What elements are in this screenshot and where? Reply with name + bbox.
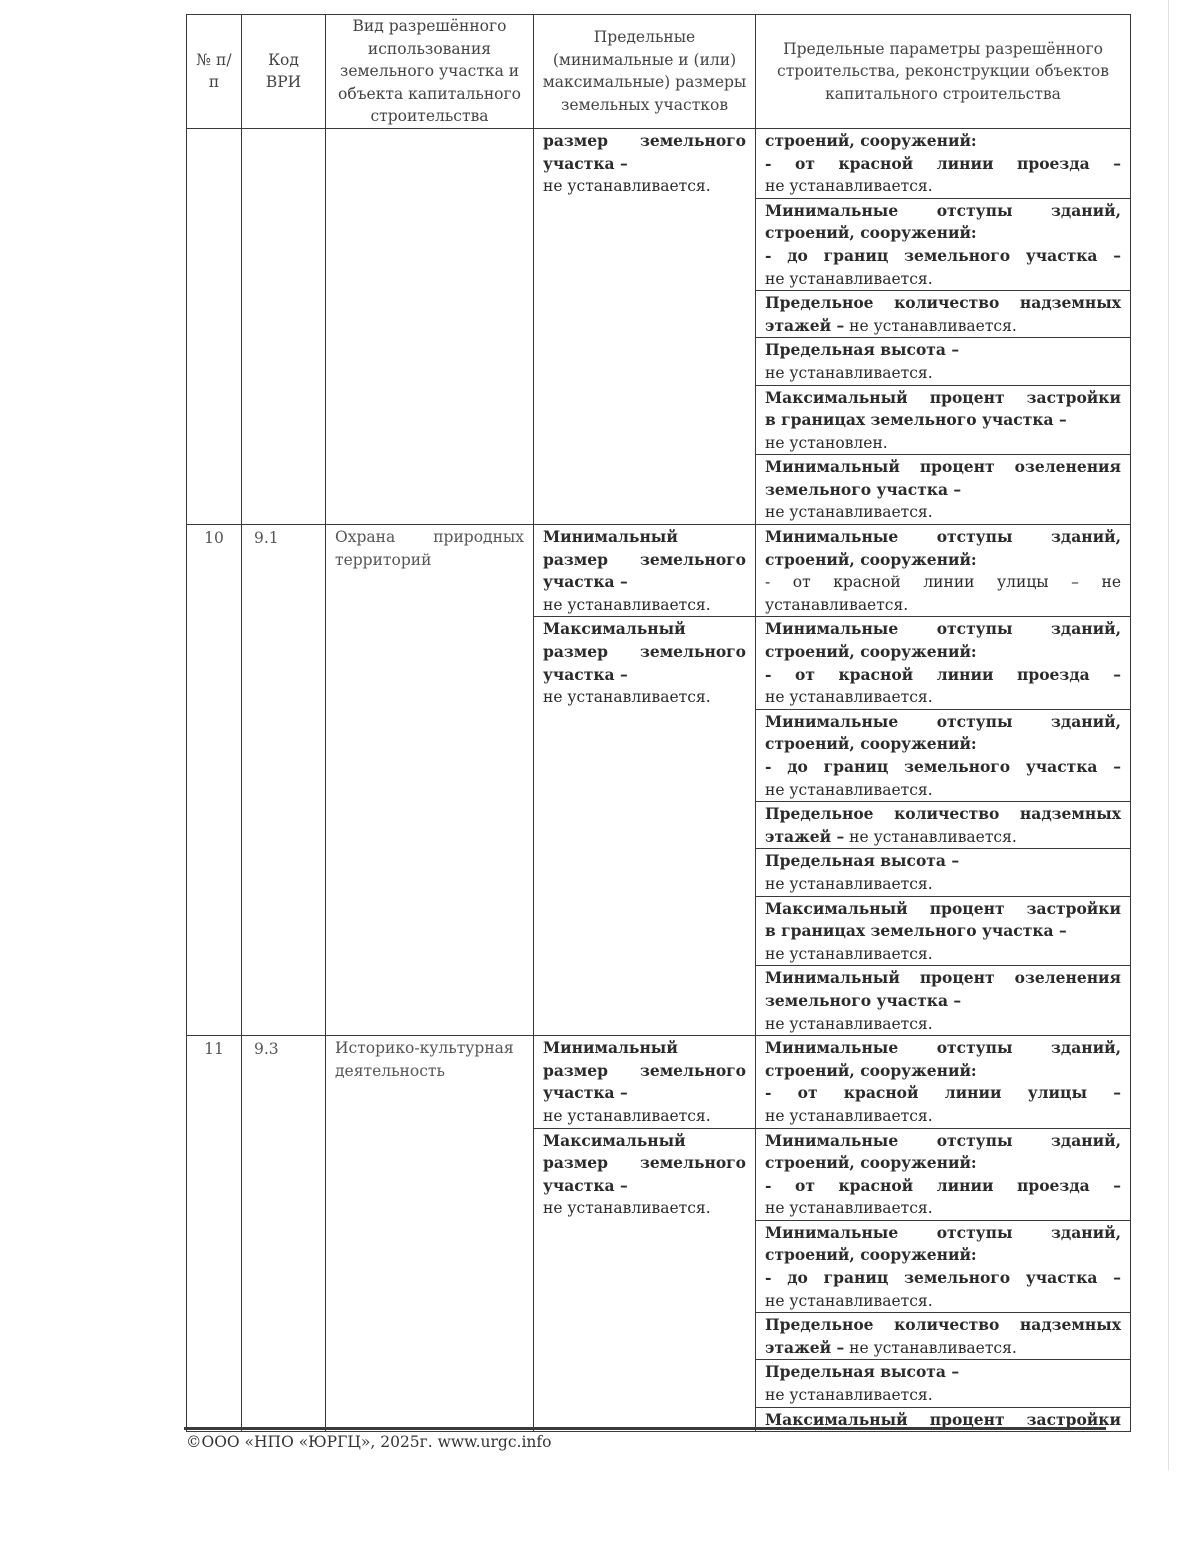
size-line: не устанавливается. (543, 177, 711, 196)
size-line: размер земельного (543, 549, 746, 569)
param-line: Минимальные отступы зданий, (765, 200, 1121, 220)
table-row (187, 525, 1131, 617)
param-cell (756, 617, 1131, 709)
param-cell (756, 849, 1131, 896)
cell-vid: Охрана природных территорий (326, 525, 534, 1036)
param-line: этажей – (765, 1337, 845, 1357)
size-line: участка – (543, 1175, 628, 1195)
cell-vid (326, 128, 534, 524)
footer-copyright: ©ООО «НПО «ЮРГЦ», 2025г. www.urgc.info (186, 1433, 552, 1451)
param-line: строений, сооружений: (765, 1245, 977, 1265)
param-line: строений, сооружений: (765, 642, 977, 662)
param-line: Предельная высота – (765, 1362, 960, 1382)
param-line: не устанавливается. (765, 269, 933, 288)
vid-line: деятельность (335, 1061, 445, 1080)
param-line: строений, сооружений: (765, 223, 977, 243)
param-line: в границах земельного участка – (765, 921, 1067, 941)
param-line: земельного участка – (765, 990, 962, 1010)
param-line: не устанавливается. (765, 1014, 933, 1033)
param-line: не устанавливается. (765, 503, 933, 522)
param-line: - от красной линии проезда – (765, 153, 1121, 173)
param-cell (756, 1313, 1131, 1360)
cell-size-max (534, 617, 756, 1036)
size-line: размер земельного (543, 130, 746, 150)
table-header-row (187, 15, 1131, 129)
param-line: Минимальный процент озеленения (765, 968, 1121, 988)
param-cell (756, 1220, 1131, 1312)
param-line: не устанавливается. (765, 944, 933, 963)
footer-rule (184, 1427, 1106, 1430)
cell-num: 11 (187, 1036, 242, 1432)
param-cell (756, 291, 1131, 338)
param-cell (756, 1128, 1131, 1220)
param-line: не устанавливается. (765, 177, 933, 196)
param-line: - от красной линии проезда – (765, 1175, 1121, 1195)
param-line: не устанавливается. (765, 1106, 933, 1125)
param-line: - до границ земельного участка – (765, 757, 1121, 776)
table-row (187, 1036, 1131, 1128)
param-cell (756, 198, 1131, 290)
param-line: Минимальные отступы зданий, (765, 619, 1121, 639)
cell-size-cont (534, 128, 756, 524)
size-line: не устанавливается. (543, 688, 711, 707)
header-num: № п/п (187, 15, 242, 129)
cell-size-min (534, 525, 756, 617)
param-line: - до границ земельного участка – (765, 1268, 1121, 1288)
param-line: не устанавливается. (844, 827, 1017, 846)
param-line: - от красной линии улицы – (765, 1083, 1121, 1103)
param-cell (756, 455, 1131, 525)
param-line: устанавливается. (765, 595, 909, 614)
param-line: Предельная высота – (765, 851, 960, 871)
param-line: строений, сооружений: (765, 1153, 977, 1173)
param-line: Максимальный процент застройки (765, 1409, 1121, 1429)
table-row (187, 128, 1131, 198)
param-line: этажей – (765, 826, 845, 846)
param-line: не устанавливается. (844, 1338, 1017, 1357)
param-line: строений, сооружений: (765, 130, 977, 150)
size-line: участка – (543, 572, 628, 592)
param-line: не устанавливается. (765, 688, 933, 707)
cell-vid (326, 1036, 534, 1432)
param-line: Минимальные отступы зданий, (765, 1222, 1121, 1242)
param-line: строений, сооружений: (765, 549, 977, 569)
param-line: Минимальные отступы зданий, (765, 1130, 1121, 1150)
cell-num: 10 (187, 525, 242, 1036)
param-cell (756, 525, 1131, 617)
param-line: - от красной линии проезда – (765, 664, 1121, 684)
param-line: - до границ земельного участка – (765, 245, 1121, 265)
zoning-parameters-table (186, 14, 1131, 1432)
param-line: Предельное количество надземных (765, 293, 1121, 313)
param-cell (756, 896, 1131, 966)
param-cell (756, 385, 1131, 455)
param-line: не устанавливается. (765, 363, 933, 382)
vid-line: Историко-культурная (335, 1039, 514, 1058)
param-line: - от красной линии улицы – не (765, 573, 1121, 592)
param-line: не устанавливается. (765, 1291, 933, 1310)
param-line: не устанавливается. (765, 874, 933, 893)
param-line: Предельное количество надземных (765, 1315, 1121, 1335)
param-line: строений, сооружений: (765, 734, 977, 754)
param-line: не устанавливается. (765, 1386, 933, 1405)
cell-code: 9.1 (242, 525, 326, 1036)
param-cell (756, 966, 1131, 1036)
param-line: в границах земельного участка – (765, 410, 1067, 430)
cell-code (242, 128, 326, 524)
param-cell (756, 802, 1131, 849)
size-line: Минимальный (543, 527, 678, 547)
param-line: Минимальные отступы зданий, (765, 711, 1121, 731)
cell-size-max (534, 1128, 756, 1432)
param-line: Минимальный процент озеленения (765, 457, 1121, 477)
param-cell (756, 1036, 1131, 1128)
param-line: строений, сооружений: (765, 1060, 977, 1080)
param-line: не установлен. (765, 433, 888, 452)
param-line: не устанавливается. (765, 1199, 933, 1218)
param-line: Предельная высота – (765, 340, 960, 360)
size-line: не устанавливается. (543, 595, 711, 614)
size-line: Максимальный (543, 619, 686, 639)
param-line: этажей – (765, 315, 845, 335)
param-cell (756, 338, 1131, 385)
size-line: участка – (543, 664, 628, 684)
param-line: не устанавливается. (765, 780, 933, 799)
param-line: земельного участка – (765, 479, 962, 499)
cell-num (187, 128, 242, 524)
param-line: Минимальные отступы зданий, (765, 527, 1121, 547)
cell-code: 9.3 (242, 1036, 326, 1432)
header-code: Код ВРИ (242, 15, 326, 129)
size-line: не устанавливается. (543, 1199, 711, 1218)
size-line: участка – (543, 1083, 628, 1103)
cell-size-min (534, 1036, 756, 1128)
param-cell (756, 709, 1131, 801)
param-cell (756, 1360, 1131, 1407)
param-line: Максимальный процент застройки (765, 898, 1121, 918)
page-edge-shadow (1168, 0, 1169, 1470)
param-line: Предельное количество надземных (765, 804, 1121, 824)
header-sizes: Предельные (минимальные и (или) максимальные) размеры земельных участков (534, 15, 756, 129)
size-line: не устанавливается. (543, 1106, 711, 1125)
param-line: Минимальные отступы зданий, (765, 1038, 1121, 1058)
header-params: Предельные параметры разрешённого строительства, реконструкции объектов капитального строительства (756, 15, 1131, 129)
size-line: участка – (543, 153, 628, 173)
size-line: размер земельного (543, 1060, 746, 1080)
size-line: размер земельного (543, 642, 746, 662)
size-line: Минимальный (543, 1038, 678, 1058)
size-line: размер земельного (543, 1153, 746, 1173)
header-vid: Вид разрешённого использования земельного участка и объекта капитального строительства (326, 15, 534, 129)
param-cell (756, 128, 1131, 198)
param-line: Максимальный процент застройки (765, 387, 1121, 407)
param-line: не устанавливается. (844, 316, 1017, 335)
size-line: Максимальный (543, 1130, 686, 1150)
